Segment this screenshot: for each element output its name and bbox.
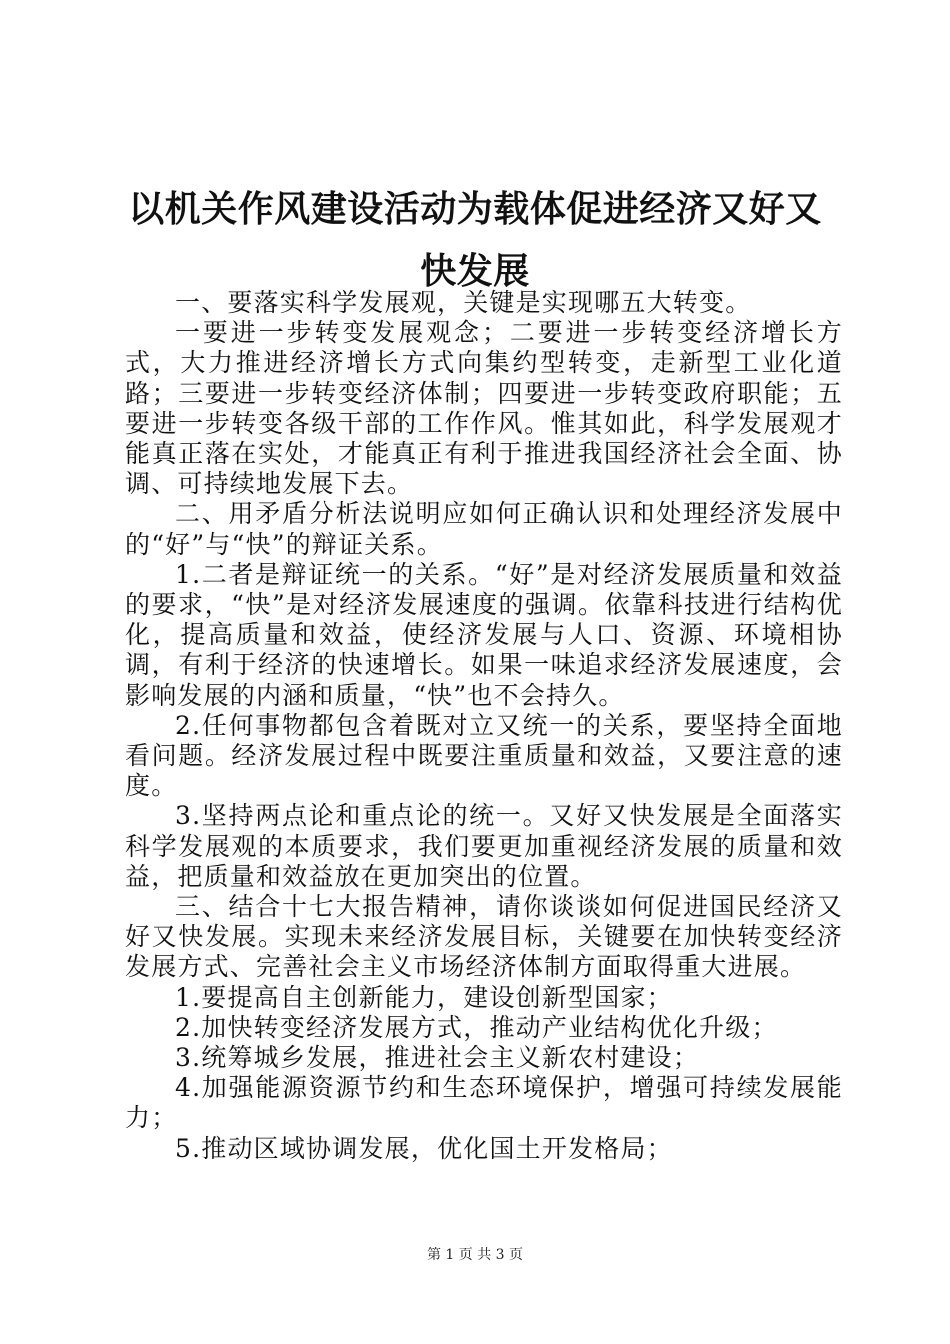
- paragraph-4: 1.二者是辩证统一的关系。“好”是对经济发展质量和效益的要求，“快”是对经济发展速度的强调。依靠科技进行结构优化，提高质量和效益，使经济发展与人口、资源、环境相协调，有利于经济的快速增长。如果一味追求经济发展速度，会影响发展的内涵和质量，“快”也不会持久。: [125, 559, 843, 710]
- paragraph-2: 一要进一步转变发展观念；二要进一步转变经济增长方式，大力推进经济增长方式向集约型转变，走新型工业化道路；三要进一步转变经济体制；四要进一步转变政府职能；五要进一步转变各级干部的工作作风。惟其如此，科学发展观才能真正落在实处，才能真正有利于推进我国经济社会全面、协调、可持续地发展下去。: [125, 318, 843, 499]
- document-title: 以机关作风建设活动为载体促进经济又好又快发展: [128, 188, 822, 292]
- paragraph-7: 三、结合十七大报告精神，请你谈谈如何促进国民经济又好又快发展。实现未来经济发展目标，关键要在加快转变经济发展方式、完善社会主义市场经济体制方面取得重大进展。: [125, 892, 843, 982]
- paragraph-8: 1.要提高自主创新能力，建设创新型国家；: [175, 982, 673, 1012]
- page-footer: 第 1 页 共 3 页: [426, 1247, 524, 1263]
- paragraph-10: 3.统筹城乡发展，推进社会主义新农村建设；: [175, 1043, 700, 1073]
- document-body: [125, 288, 843, 1164]
- paragraph-1: 一、要落实科学发展观，关键是实现哪五大转变。: [175, 288, 752, 317]
- paragraph-5: 2.任何事物都包含着既对立又统一的关系，要坚持全面地看问题。经济发展过程中既要注重质量和效益，又要注意的速度。: [125, 710, 843, 801]
- paragraph-9: 2.加快转变经济发展方式，推动产业结构优化升级；: [175, 1012, 778, 1042]
- paragraph-12: 5.推动区域协调发展，优化国土开发格局；: [175, 1133, 673, 1163]
- paragraph-11: 4.加强能源资源节约和生态环境保护，增强可持续发展能力；: [125, 1073, 843, 1133]
- paragraph-3: 二、用矛盾分析法说明应如何正确认识和处理经济发展中的“好”与“快”的辩证关系。: [125, 499, 843, 559]
- paragraph-6: 3.坚持两点论和重点论的统一。又好又快发展是全面落实科学发展观的本质要求，我们要更加重视经济发展的质量和效益，把质量和效益放在更加突出的位置。: [125, 801, 843, 891]
